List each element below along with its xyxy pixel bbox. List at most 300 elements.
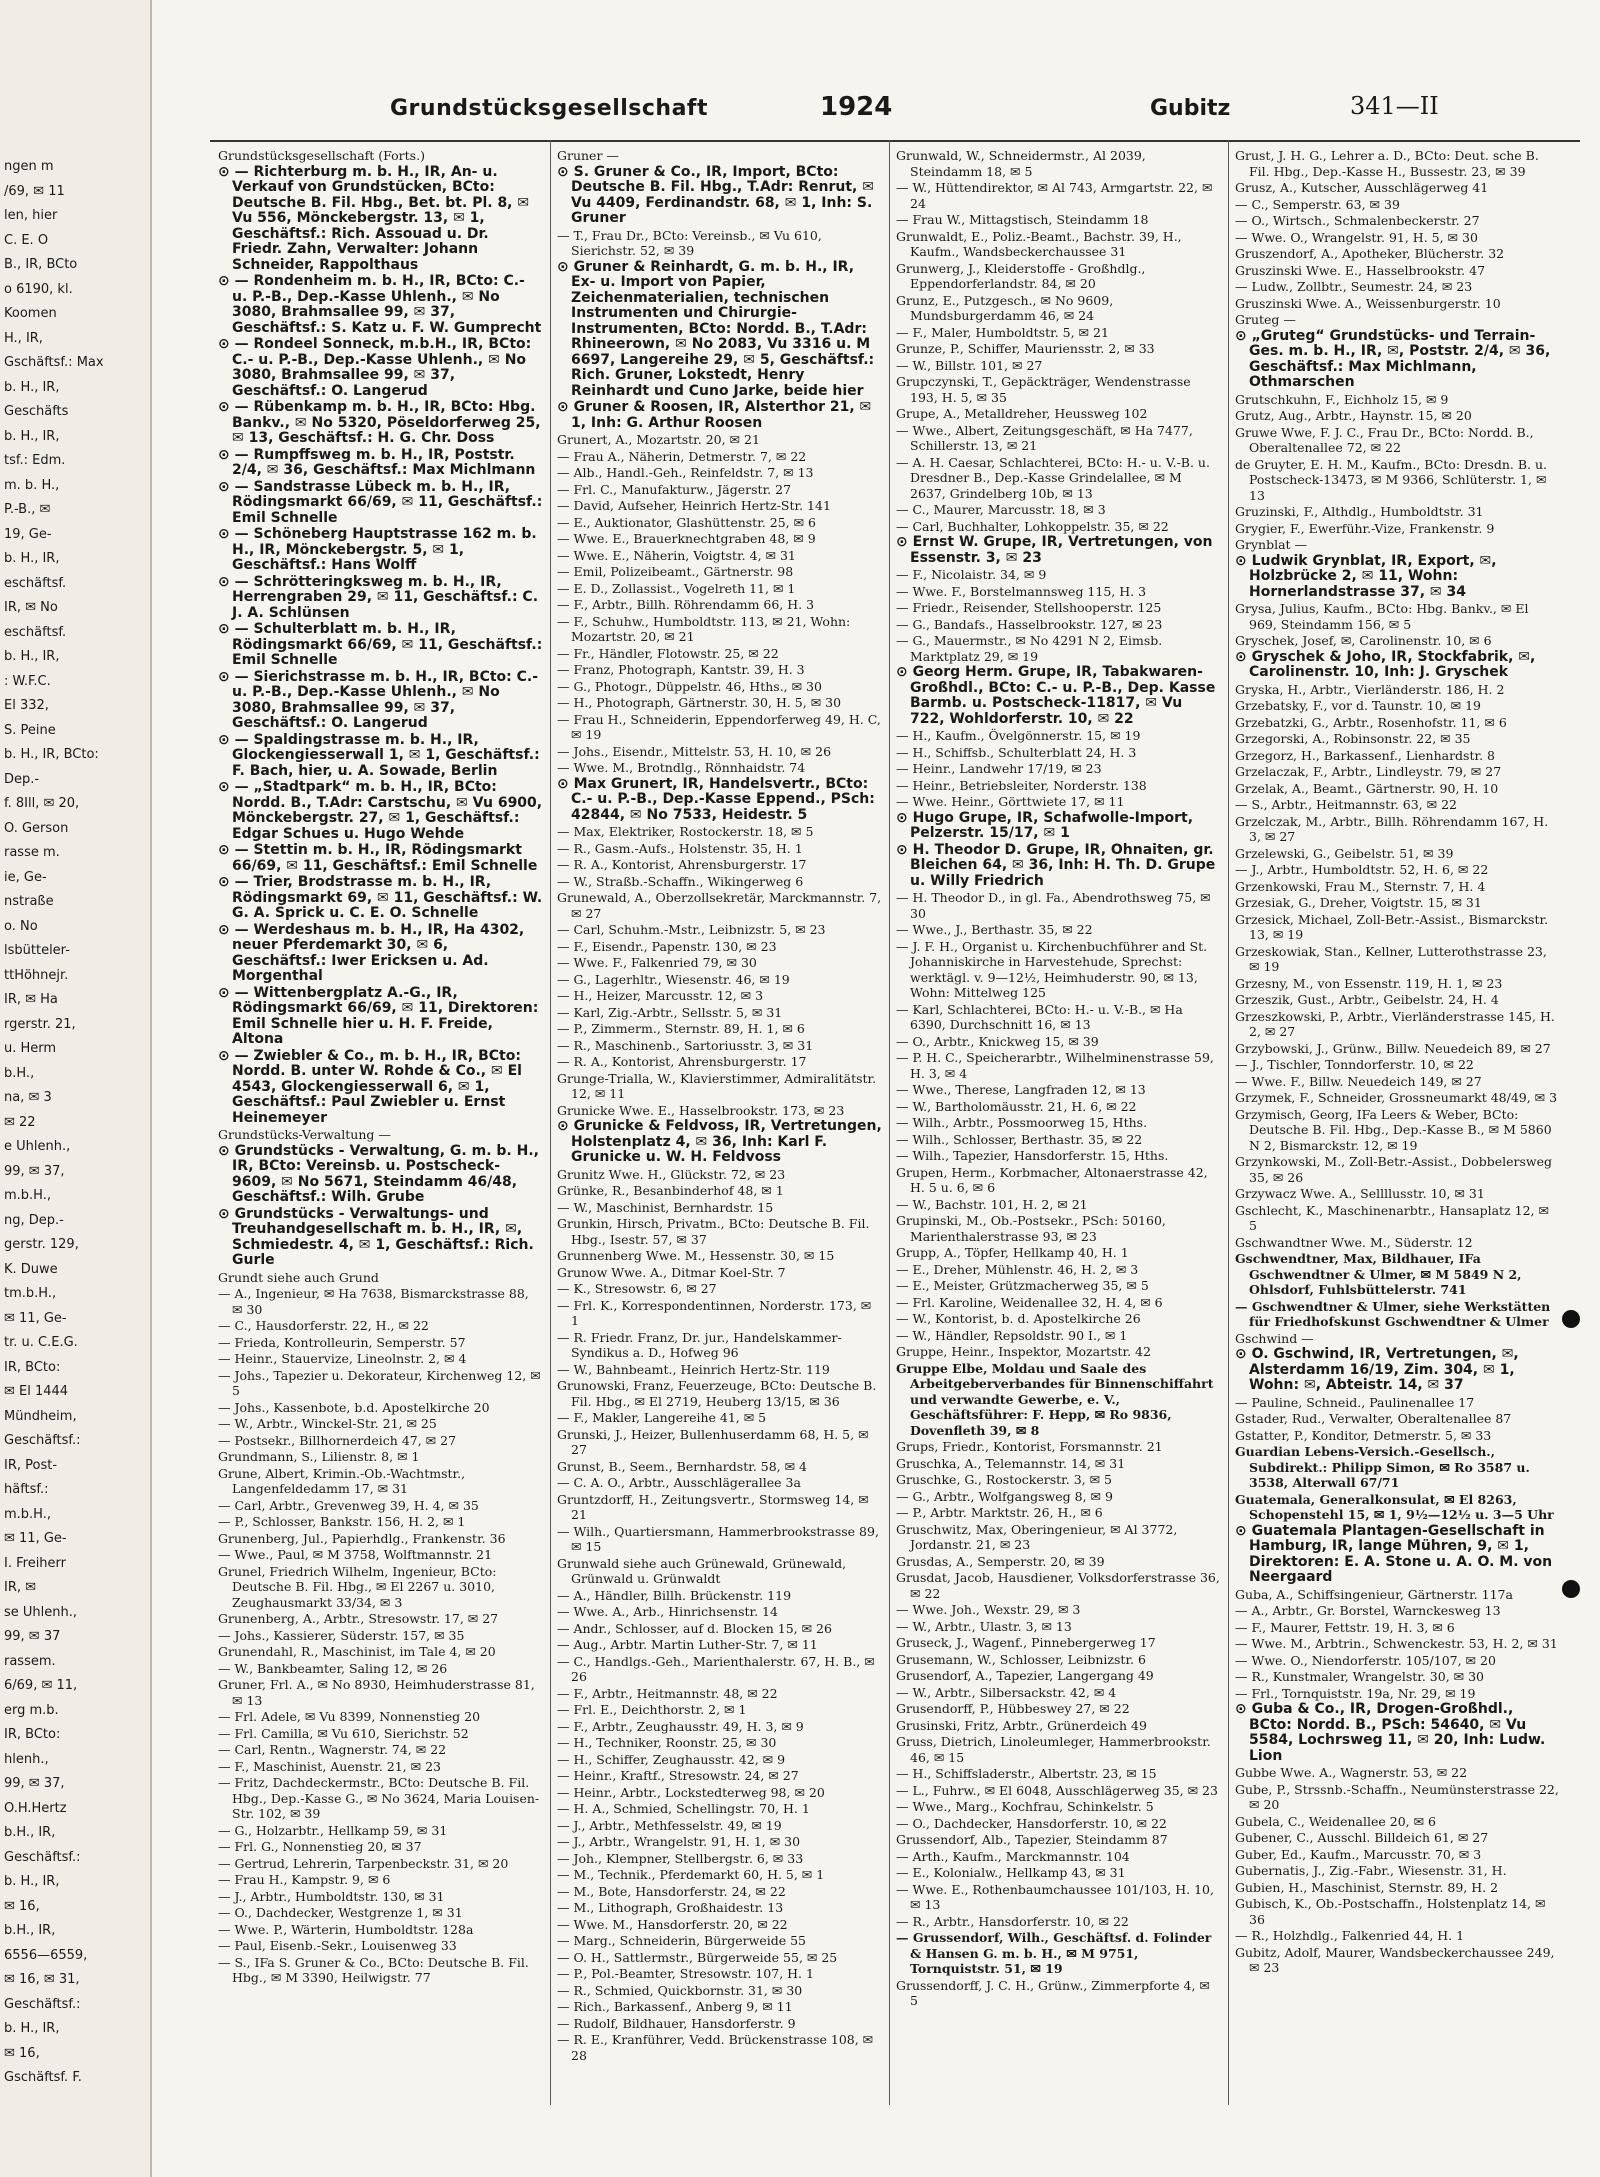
directory-entry: — Wwe., Therese, Langfraden 12, ✉ 13 xyxy=(896,1082,1146,1097)
directory-entry: Grysa, Julius, Kaufm., BCto: Hbg. Bankv., ✉ El 969, Steindamm 156, ✉ 5 xyxy=(1235,601,1529,632)
directory-entry: — C., Semperstr. 63, ✉ 39 xyxy=(1235,196,1400,212)
directory-entry: Grussendorff, J. C. H., Grünw., Zimmerpforte 4, ✉ 5 xyxy=(896,1977,1210,2008)
directory-entry: — Wwe., Paul, ✉ M 3758, Wolftmannstr. 21 xyxy=(218,1547,493,1562)
gutter-fragment: m.b.H., xyxy=(4,1188,51,1203)
directory-entry: — O. H., Sattlermstr., Bürgerweide 55, ✉ 25 xyxy=(557,1949,838,1965)
gutter-fragment: rasse m. xyxy=(4,845,60,860)
directory-entry: Grzymisch, Georg, IFa Leers & Weber, BCto: Deutsche B. Fil. Hbg., Dep.-Kasse B., ✉ M 5860 N 2, Bismarckstr. 12, ✉ 19 xyxy=(1235,1106,1552,1153)
gutter-fragment: ngen m xyxy=(4,159,54,174)
directory-entry: Gschwandtner Wwe. M., Süderstr. 12 xyxy=(1235,1234,1473,1250)
column-2 xyxy=(557,148,882,2108)
gutter-fragment: tsf.: Edm. xyxy=(4,453,66,468)
directory-entry: — E., Meister, Grützmacherweg 35, ✉ 5 xyxy=(896,1278,1149,1293)
directory-entry: — Heinr., Kraftf., Stresowstr. 24, ✉ 27 xyxy=(557,1768,799,1783)
directory-entry: Grunge-Trialla, W., Klavierstimmer, Admiralitätstr. 12, ✉ 11 xyxy=(557,1070,877,1101)
directory-entry: Grzenkowski, Frau M., Sternstr. 7, H. 4 xyxy=(1235,878,1486,894)
directory-entry: — O., Arbtr., Knickweg 15, ✉ 39 xyxy=(896,1033,1099,1049)
directory-entry: — Wwe. Heinr., Görttwiete 17, ✉ 11 xyxy=(896,794,1125,809)
column-3 xyxy=(896,148,1221,2108)
gutter-fragment: IR, ✉ No xyxy=(4,600,58,615)
directory-entry: ⊙ Hugo Grupe, IR, Schafwolle-Import, Pelzerstr. 15/17, ✉ 1 xyxy=(896,809,1194,841)
directory-entry: ⊙ — Rumpffsweg m. b. H., IR, Poststr. 2/4, ✉ 36, Geschäftsf.: Max Michlmann xyxy=(218,446,536,478)
gutter-fragment: Geschäfts xyxy=(4,404,69,419)
gutter-fragment: b. H., IR, xyxy=(4,649,60,664)
directory-entry: — W., Bankbeamter, Saling 12, ✉ 26 xyxy=(218,1660,448,1676)
directory-entry: — W., Bartholomäusstr. 21, H. 6, ✉ 22 xyxy=(896,1098,1137,1114)
directory-entry: Gruschwitz, Max, Oberingenieur, ✉ Al 3772, Jordanstr. 21, ✉ 23 xyxy=(896,1521,1178,1552)
directory-entry: — P., Pol.-Beamter, Stresowstr. 107, H. 1 xyxy=(557,1966,814,1981)
directory-entry: — F., Eisendr., Papenstr. 130, ✉ 23 xyxy=(557,938,777,954)
directory-entry: — Frl. Camilla, ✉ Vu 610, Sierichstr. 52 xyxy=(218,1725,469,1741)
directory-entry: — H. Theodor D., in gl. Fa., Abendrothsweg 75, ✉ 30 xyxy=(896,890,1211,921)
directory-entry: — Frau W., Mittagstisch, Steindamm 18 xyxy=(896,212,1149,227)
gutter-fragment: H., IR, xyxy=(4,330,43,346)
directory-entry: Grzelczak, M., Arbtr., Billh. Röhrendamm 167, H. 3, ✉ 27 xyxy=(1235,813,1549,844)
directory-entry: Grunz, E., Putzgesch., ✉ No 9609, Mundsburgerdamm 46, ✉ 24 xyxy=(896,292,1114,323)
directory-entry: — K., Stresowstr. 6, ✉ 27 xyxy=(557,1281,717,1296)
directory-entry: Grzesick, Michael, Zoll-Betr.-Assist., Bismarckstr. 13, ✉ 19 xyxy=(1235,911,1549,942)
gutter-fragment: 6556—6559, xyxy=(4,1947,88,1963)
directory-entry: ⊙ — Werdeshaus m. b. H., IR, Ha 4302, neuer Pferdemarkt 30, ✉ 6, Geschäftsf.: Iwer Ericksen u. Ad. Morgenthal xyxy=(218,921,525,984)
column-divider xyxy=(889,140,890,2105)
directory-entry: — Johs., Kassenbote, b.d. Apostelkirche 20 xyxy=(218,1399,490,1415)
directory-entry: — W., Bahnbeamt., Heinrich Hertz-Str. 119 xyxy=(557,1361,830,1377)
gutter-fragment: na, ✉ 3 xyxy=(4,1090,52,1105)
directory-entry: Gubela, C., Weidenallee 20, ✉ 6 xyxy=(1235,1813,1437,1829)
directory-entry: — Rich., Barkassenf., Anberg 9, ✉ 11 xyxy=(557,1999,793,2014)
directory-entry: — Emil, Polizeibeamt., Gärtnerstr. 98 xyxy=(557,564,794,579)
gutter-fragment: O. Gerson xyxy=(4,820,69,836)
directory-entry: — Andr., Schlosser, auf d. Blocken 15, ✉ 26 xyxy=(557,1620,832,1636)
directory-entry: Grzegorski, A., Robinsonstr. 22, ✉ 35 xyxy=(1235,731,1471,746)
gutter-fragment: ✉ 11, Ge- xyxy=(4,1310,67,1326)
gutter-fragment: lsbütteler- xyxy=(4,943,70,958)
directory-entry: — Heinr., Arbtr., Lockstedterweg 98, ✉ 20 xyxy=(557,1784,825,1800)
directory-entry: — H., Kaufm., Övelgönnerstr. 15, ✉ 19 xyxy=(896,728,1141,743)
directory-entry: — R., Holzhdlg., Falkenried 44, H. 1 xyxy=(1235,1928,1465,1943)
directory-entry: ⊙ Gryschek & Joho, IR, Stockfabrik, ✉, Carolinenstr. 10, Inh: J. Gryschek xyxy=(1235,648,1536,680)
directory-entry: — W., Maschinist, Bernhardstr. 15 xyxy=(557,1199,774,1215)
gutter-fragment: m.b.H., xyxy=(4,1506,51,1522)
gutter-fragment: b. H., IR, xyxy=(4,1874,60,1889)
gutter-fragment: ng, Dep.- xyxy=(4,1212,64,1228)
gutter-fragment: erg m.b. xyxy=(4,1702,59,1718)
gutter-fragment: El 332, xyxy=(4,698,49,713)
gutter-fragment: b. H., IR, xyxy=(4,379,60,395)
directory-entry: Guatemala, Generalkonsulat, ✉ El 8263, Schopenstehl 15, ✉ 1, 9½—12½ u. 3—5 Uhr xyxy=(1235,1491,1554,1522)
gutter-fragment: b. H., IR, xyxy=(4,2021,60,2036)
directory-entry: — R. E., Kranführer, Vedd. Brückenstrasse 108, ✉ 28 xyxy=(557,2032,874,2063)
directory-entry: — A., Arbtr., Gr. Borstel, Warnckesweg 13 xyxy=(1235,1603,1501,1618)
directory-entry: — G., Photogr., Düppelstr. 46, Hths., ✉ 30 xyxy=(557,678,822,694)
directory-entry: Grzeszkowski, P., Arbtr., Vierländerstrasse 145, H. 2, ✉ 27 xyxy=(1235,1008,1555,1039)
column-divider xyxy=(1228,140,1229,2105)
column-divider xyxy=(550,140,551,2105)
directory-entry: Grupe, A., Metalldreher, Heussweg 102 xyxy=(896,406,1148,421)
gutter-fragment: Geschäftsf.: xyxy=(4,1433,81,1448)
directory-entry: — A., Ingenieur, ✉ Ha 7638, Bismarckstrasse 88, ✉ 30 xyxy=(218,1286,529,1317)
directory-entry: Gruschke, G., Rostockerstr. 3, ✉ 5 xyxy=(896,1472,1112,1487)
gutter-fragment: ✉ El 1444 xyxy=(4,1384,69,1399)
directory-entry: — E., Dreher, Mühlenstr. 46, H. 2, ✉ 3 xyxy=(896,1261,1139,1277)
directory-entry: Gruteg — xyxy=(1235,312,1296,327)
directory-entry: — Wwe. E., Brauerknechtgraben 48, ✉ 9 xyxy=(557,531,816,546)
directory-entry: — A. H. Caesar, Schlachterei, BCto: H.- u. V.-B. u. Dresdner B., Dep.-Kasse Grindelallee, ✉ M 2637, Grindelberg 10b, ✉ 13 xyxy=(896,454,1210,501)
directory-entry: — Fr., Händler, Flotowstr. 25, ✉ 22 xyxy=(557,645,779,661)
directory-entry: — F., Nicolaistr. 34, ✉ 9 xyxy=(896,567,1047,582)
directory-entry: — C., Hausdorferstr. 22, H., ✉ 22 xyxy=(218,1318,429,1333)
directory-entry: — Wwe. Joh., Wexstr. 29, ✉ 3 xyxy=(896,1602,1081,1617)
directory-entry: — W., Arbtr., Winckel-Str. 21, ✉ 25 xyxy=(218,1416,437,1431)
directory-entry: ⊙ O. Gschwind, IR, Vertretungen, ✉, Alsterdamm 16/19, Zim. 304, ✉ 1, Wohn: ✉, Abteistr. 14, ✉ 37 xyxy=(1235,1346,1519,1393)
directory-entry: — H., Heizer, Marcusstr. 12, ✉ 3 xyxy=(557,988,764,1003)
directory-entry: — Grussendorf, Wilh., Geschäftsf. d. Folinder & Hansen G. m. b. H., ✉ M 9751, Tornquiststr. 51, ✉ 19 xyxy=(896,1930,1212,1976)
directory-entry: de Gruyter, E. H. M., Kaufm., BCto: Dresdn. B. u. Postscheck-13473, ✉ M 9366, Schlüterstr. 1, ✉ 13 xyxy=(1235,456,1547,503)
directory-entry: Gube, P., Strssnb.-Schaffn., Neumünsterstrasse 22, ✉ 20 xyxy=(1235,1781,1559,1812)
directory-entry: Gruzinski, F., Althdlg., Humboldtstr. 31 xyxy=(1235,504,1484,519)
directory-entry: — Wwe. M., Arbtrin., Schwenckestr. 53, H. 2, ✉ 31 xyxy=(1235,1636,1558,1651)
directory-entry: — Joh., Klempner, Stellbergstr. 6, ✉ 33 xyxy=(557,1850,804,1866)
directory-entry: — Frl. E., Deichthorstr. 2, ✉ 1 xyxy=(557,1702,747,1717)
directory-entry: — S., Arbtr., Heitmannstr. 63, ✉ 22 xyxy=(1235,797,1457,812)
gutter-fragment: /69, ✉ 11 xyxy=(4,183,65,199)
directory-entry: — A., Händler, Billh. Brückenstr. 119 xyxy=(557,1587,792,1603)
directory-entry: Gubener, C., Ausschl. Billdeich 61, ✉ 27 xyxy=(1235,1830,1489,1845)
directory-entry: — H., Photograph, Gärtnerstr. 30, H. 5, ✉ 30 xyxy=(557,695,842,710)
directory-entry: Grupen, Herm., Korbmacher, Altonaerstrasse 42, H. 5 u. 6, ✉ 6 xyxy=(896,1164,1208,1195)
directory-entry: — H., Schiffsladerstr., Albertstr. 23, ✉ 15 xyxy=(896,1766,1157,1781)
gutter-fragment: häftsf.: xyxy=(4,1482,49,1497)
directory-entry: Gryska, H., Arbtr., Vierländerstr. 186, H. 2 xyxy=(1235,681,1505,697)
directory-entry: Grundstücks-Verwaltung — xyxy=(218,1127,391,1142)
directory-entry: Gruszinski Wwe. E., Hasselbrookstr. 47 xyxy=(1235,262,1486,278)
directory-entry: — T., Frau Dr., BCto: Vereinsb., ✉ Vu 610, Sierichstr. 52, ✉ 39 xyxy=(557,227,822,258)
gutter-fragment: ttHöhnejr. xyxy=(4,967,69,983)
gutter-fragment: rassem. xyxy=(4,1653,56,1669)
directory-entry: ⊙ — Spaldingstrasse m. b. H., IR, Glockengiesserwall 1, ✉ 1, Geschäftsf.: F. Bach, hier, u. A. Sowade, Berlin xyxy=(218,731,540,779)
gutter-fragment: ✉ 16, ✉ 31, xyxy=(4,1972,80,1987)
directory-entry: — Wwe. P., Wärterin, Humboldtstr. 128a xyxy=(218,1921,474,1937)
directory-entry: — Heinr., Landwehr 17/19, ✉ 23 xyxy=(896,761,1102,776)
directory-entry: Grynblat — xyxy=(1235,537,1308,552)
directory-entry: ⊙ — Schöneberg Hauptstrasse 162 m. b. H., IR, Mönckebergstr. 5, ✉ 1, Geschäftsf.: Hans Wolff xyxy=(218,526,537,573)
directory-entry: — C., Maurer, Marcusstr. 18, ✉ 3 xyxy=(896,502,1106,517)
directory-entry: — Carl, Buchhalter, Lohkoppelstr. 35, ✉ 22 xyxy=(896,518,1169,534)
directory-entry: — C. A. O., Arbtr., Ausschlägerallee 3a xyxy=(557,1475,801,1490)
directory-entry: — Carl, Rentn., Wagnerstr. 74, ✉ 22 xyxy=(218,1742,447,1757)
directory-entry: — Wwe., Albert, Zeitungsgeschäft, ✉ Ha 7477, Schillerstr. 13, ✉ 21 xyxy=(896,422,1193,453)
gutter-fragment: o 6190, kl. xyxy=(4,281,73,297)
gutter-fragment: b.H., IR, xyxy=(4,1825,56,1840)
directory-entry: Grusinski, Fritz, Arbtr., Grünerdeich 49 xyxy=(896,1717,1147,1733)
directory-entry: — R., Gasm.-Aufs., Holstenstr. 35, H. 1 xyxy=(557,840,803,856)
gutter-fragment: eschäftsf. xyxy=(4,624,67,640)
directory-entry: Grunwald, W., Schneidermstr., Al 2039, Steindamm 18, ✉ 5 xyxy=(896,148,1146,179)
directory-entry: Grusendorf, A., Tapezier, Langergang 49 xyxy=(896,1668,1154,1683)
directory-entry: Grzybowski, J., Grünw., Billw. Neuedeich 89, ✉ 27 xyxy=(1235,1040,1551,1056)
directory-entry: ⊙ Grundstücks - Verwaltung, G. m. b. H., IR, BCto: Vereinsb. u. Postscheck-9609, ✉ No 5671, Steindamm 46/48, Geschäftsf.: Wilh. Grube xyxy=(218,1142,539,1205)
directory-entry: — L., Fuhrw., ✉ El 6048, Ausschlägerweg 35, ✉ 23 xyxy=(896,1782,1218,1798)
directory-entry: Grzynkowski, M., Zoll-Betr.-Assist., Dobbelersweg 35, ✉ 26 xyxy=(1235,1154,1552,1185)
directory-entry: — Ludw., Zollbtr., Seumestr. 24, ✉ 23 xyxy=(1235,279,1473,294)
directory-entry: — Pauline, Schneid., Paulinenallee 17 xyxy=(1235,1394,1475,1410)
directory-entry: Grunze, P., Schiffer, Mauriensstr. 2, ✉ 33 xyxy=(896,341,1155,356)
directory-entry: Grust, J. H. G., Lehrer a. D., BCto: Deut. sche B. Fil. Hbg., Dep.-Kasse H., Bussestr. 23, ✉ 39 xyxy=(1235,148,1539,179)
gutter-fragment: Gschäftsf. F. xyxy=(4,2070,82,2085)
directory-entry: — Frau H., Schneiderin, Eppendorferweg 49, H. C, ✉ 19 xyxy=(557,711,881,742)
directory-entry: Gubbe Wwe. A., Wagnerstr. 53, ✉ 22 xyxy=(1235,1765,1468,1780)
directory-entry: Grupczynski, T., Gepäckträger, Wendenstrasse 193, H. 5, ✉ 35 xyxy=(896,374,1191,405)
directory-entry: — Gertrud, Lehrerin, Tarpenbeckstr. 31, ✉ 20 xyxy=(218,1855,509,1871)
page-header xyxy=(210,92,1580,132)
gutter-fragment: f. 8Ill, ✉ 20, xyxy=(4,796,80,811)
directory-entry: — F., Arbtr., Billh. Röhrendamm 66, H. 3 xyxy=(557,597,815,612)
directory-entry: — Postsekr., Billhornerdeich 47, ✉ 27 xyxy=(218,1432,457,1448)
directory-entry: Gruppe Elbe, Moldau und Saale des Arbeitgeberverbandes für Binnenschiffahrt und verwandte Gewerbe, e. V., Geschäftsführer: F. Hepp, ✉ Ro 9836, Dovenfleth 39, ✉ 8 xyxy=(896,1360,1214,1438)
directory-entry: Gryschek, Josef, ✉, Carolinenstr. 10, ✉ 6 xyxy=(1235,633,1492,648)
directory-entry: — W., Billstr. 101, ✉ 27 xyxy=(896,357,1043,373)
directory-entry: — Frl. Adele, ✉ Vu 8399, Nonnenstieg 20 xyxy=(218,1709,481,1724)
directory-entry: Gruppe, Heinr., Inspektor, Mozartstr. 42 xyxy=(896,1344,1151,1359)
directory-entry: Grupp, A., Töpfer, Hellkamp 40, H. 1 xyxy=(896,1245,1129,1260)
directory-entry: — Frau A., Näherin, Detmerstr. 7, ✉ 22 xyxy=(557,448,807,464)
directory-entry: Grzymek, F., Schneider, Grossneumarkt 48/49, ✉ 3 xyxy=(1235,1090,1558,1105)
directory-entry: ⊙ Grundstücks - Verwaltungs- und Treuhandgesellschaft m. b. H., IR, ✉, Schmiedestr. 4, ✉ 1, Geschäftsf.: Rich. Gurle xyxy=(218,1205,534,1268)
directory-entry: — Wilh., Arbtr., Possmoorweg 15, Hths. xyxy=(896,1115,1148,1130)
directory-entry: — Karl, Zig.-Arbtr., Sellsstr. 5, ✉ 31 xyxy=(557,1004,783,1020)
directory-entry: ⊙ Guatemala Plantagen-Gesellschaft in Hamburg, IR, lange Mühren, 9, ✉ 1, Direktoren: E. A. Stone u. A. O. M. von Neergaard xyxy=(1235,1522,1553,1585)
directory-entry: Grusendorff, P., Hübbeswey 27, ✉ 22 xyxy=(896,1701,1130,1716)
gutter-fragment: 99, ✉ 37, xyxy=(4,1163,65,1179)
directory-entry: — Frl. K., Korrespondentinnen, Norderstr. 173, ✉ 1 xyxy=(557,1297,872,1328)
gutter-fragment: tr. u. C.E.G. xyxy=(4,1335,78,1350)
directory-entry: — W., Kontorist, b. d. Apostelkirche 26 xyxy=(896,1311,1141,1326)
directory-entry: ⊙ „Gruteg“ Grundstücks- und Terrain-Ges. m. b. H., IR, ✉, Poststr. 2/4, ✉ 36, Geschäftsf.: Max Michlmann, Othmarschen xyxy=(1235,327,1551,390)
directory-entry: ⊙ Gruner & Roosen, IR, Alsterthor 21, ✉ 1, Inh: G. Arthur Roosen xyxy=(557,399,872,431)
directory-entry: — G., Arbtr., Wolfgangsweg 8, ✉ 9 xyxy=(896,1488,1113,1504)
gutter-fragment: O.H.Hertz xyxy=(4,1800,67,1816)
directory-entry: — Wwe. E., Rothenbaumchaussee 101/103, H. 10, ✉ 13 xyxy=(896,1881,1214,1912)
gutter-fragment: K. Duwe xyxy=(4,1261,58,1277)
directory-entry: Grzebatzki, G., Arbtr., Rosenhofstr. 11, ✉ 6 xyxy=(1235,714,1507,730)
directory-entry: — Wwe. M., Brotndlg., Rönnhaidstr. 74 xyxy=(557,760,806,775)
directory-entry: ⊙ Guba & Co., IR, Drogen-Großhdl., BCto: Nordd. B., PSch: 54640, ✉ Vu 5584, Lochrsweg 11, ✉ 20, Inh: Ludw. Lion xyxy=(1235,1701,1546,1764)
directory-entry: — F., Maurer, Fettstr. 19, H. 3, ✉ 6 xyxy=(1235,1619,1455,1635)
gutter-fragment: Gschäftsf.: Max xyxy=(4,355,104,370)
directory-entry: — W., Arbtr., Ulastr. 3, ✉ 13 xyxy=(896,1618,1072,1634)
directory-entry: Grzegorz, H., Barkassenf., Lienhardstr. 8 xyxy=(1235,747,1495,763)
directory-entry: — H., Schiffsb., Schulterblatt 24, H. 3 xyxy=(896,744,1137,760)
directory-entry: Grusz, A., Kutscher, Ausschlägerweg 41 xyxy=(1235,180,1489,195)
directory-entry: — E., Auktionator, Glashüttenstr. 25, ✉ 6 xyxy=(557,514,817,530)
gutter-fragment: IR, BCto: xyxy=(4,1359,61,1375)
punch-hole-mark xyxy=(1562,1580,1580,1598)
directory-entry: — Heinr., Stauervize, Lineolnstr. 2, ✉ 4 xyxy=(218,1351,467,1366)
directory-entry: Grunwerg, J., Kleiderstoffe - Großhdlg., Eppendorferlandstr. 84, ✉ 20 xyxy=(896,260,1146,291)
directory-entry: — E., Kolonialw., Hellkamp 43, ✉ 31 xyxy=(896,1865,1126,1880)
gutter-fragment: eschäftsf. xyxy=(4,575,67,591)
directory-entry: — R., Schmied, Quickbornstr. 31, ✉ 30 xyxy=(557,1982,803,1998)
directory-entry: Grussendorf, Alb., Tapezier, Steindamm 87 xyxy=(896,1832,1168,1847)
directory-entry: Gschwendtner, Max, Bildhauer, IFa Gschwendtner & Ulmer, ✉ M 5849 N 2, Ohlsdorf, Fuhlsbüttelerstr. 741 xyxy=(1235,1251,1522,1297)
directory-entry: Gruseck, J., Wagenf., Pinnebergerweg 17 xyxy=(896,1635,1156,1650)
directory-entry: Gruwe Wwe, F. J. C., Frau Dr., BCto: Nordd. B., Oberaltenallee 72, ✉ 22 xyxy=(1235,424,1534,455)
directory-entry: Grunewald, A., Oberzollsekretär, Marckmannstr. 7, ✉ 27 xyxy=(557,890,882,921)
directory-entry: — Karl, Schlachterei, BCto: H.- u. V.-B., ✉ Ha 6390, Durchschnitt 16, ✉ 13 xyxy=(896,1001,1183,1032)
gutter-fragment: Koomen xyxy=(4,306,57,321)
directory-entry: ⊙ — Stettin m. b. H., IR, Rödingsmarkt 66/69, ✉ 11, Geschäftsf.: Emil Schnelle xyxy=(218,842,538,874)
directory-entry: — H., Schiffer, Zeughausstr. 42, ✉ 9 xyxy=(557,1751,786,1767)
gutter-fragment: IR, Post- xyxy=(4,1457,58,1473)
directory-entry: Grups, Friedr., Kontorist, Forsmannstr. 21 xyxy=(896,1439,1163,1454)
directory-entry: Grunst, B., Seem., Bernhardstr. 58, ✉ 4 xyxy=(557,1458,808,1474)
directory-entry: — P., Zimmerm., Sternstr. 89, H. 1, ✉ 6 xyxy=(557,1021,805,1036)
gutter-fragment: C. E. O xyxy=(4,232,49,248)
directory-entry: ⊙ — Rübenkamp m. b. H., IR, BCto: Hbg. Bankv., ✉ No 5320, Pöseldorferweg 25, ✉ 13, Geschäftsf.: H. G. Chr. Doss xyxy=(218,399,541,446)
directory-entry: Grunkin, Hirsch, Privatm., BCto: Deutsche B. Fil. Hbg., Isestr. 57, ✉ 37 xyxy=(557,1216,870,1247)
directory-entry: Grzelak, A., Beamt., Gärtnerstr. 90, H. 10 xyxy=(1235,780,1499,796)
directory-entry: — J. F. H., Organist u. Kirchenbuchführer and St. Johanniskirche in Harvestehude, Sprechst: werktägl. v. 9—12½, Heimhuderstr. 90, ✉ 13, Wohn: Mittelweg 125 xyxy=(896,938,1208,1000)
directory-entry: Grzeszik, Gust., Arbtr., Geibelstr. 24, H. 4 xyxy=(1235,992,1499,1007)
directory-entry: — Alb., Handl.-Geh., Reinfeldstr. 7, ✉ 13 xyxy=(557,465,814,480)
directory-entry: — R. A., Kontorist, Ahrensburgerstr. 17 xyxy=(557,857,807,872)
directory-entry: — G., Holzarbtr., Hellkamp 59, ✉ 31 xyxy=(218,1822,448,1838)
directory-entry: — Fritz, Dachdeckermstr., BCto: Deutsche B. Fil. Hbg., Dep.-Kasse G., ✉ No 3624, Maria Louisen-Str. 102, ✉ 39 xyxy=(218,1775,540,1821)
directory-entry: ⊙ H. Theodor D. Grupe, IR, Ohnaiten, gr. Bleichen 64, ✉ 36, Inh: H. Th. D. Grupe u. Willy Friedrich xyxy=(896,841,1216,889)
directory-entry: ⊙ — Rondeel Sonneck, m.b.H., IR, BCto: C.- u. P.-B., Dep.-Kasse Uhlenh., ✉ No 3080, Brahmsallee 99, ✉ 37, Geschäftsf.: O. Langerud xyxy=(218,336,532,399)
gutter-fragment: IR, ✉ xyxy=(4,1580,37,1595)
directory-entry: Gruner, Frl. A., ✉ No 8930, Heimhuderstrasse 81, ✉ 13 xyxy=(218,1677,535,1708)
directory-entry: ⊙ Ludwik Grynblat, IR, Export, ✉, Holzbrücke 2, ✉ 11, Wohn: Hornerlandstrasse 37, ✉ 34 xyxy=(1235,552,1497,600)
directory-entry: Grunicke Wwe. E., Hasselbrookstr. 173, ✉ 23 xyxy=(557,1102,845,1118)
directory-entry: — Wwe. M., Hansdorferstr. 20, ✉ 22 xyxy=(557,1916,788,1932)
header-year: 1924 xyxy=(820,92,893,122)
directory-entry: — Franz, Photograph, Kantstr. 39, H. 3 xyxy=(557,662,805,677)
directory-entry: Grunwaldt, E., Poliz.-Beamt., Bachstr. 39, H., Kaufm., Wandsbeckerchaussee 31 xyxy=(896,228,1182,259)
column-4 xyxy=(1235,148,1560,2108)
gutter-fragment: 6/69, ✉ 11, xyxy=(4,1678,78,1693)
gutter-fragment: b.H., IR, xyxy=(4,1923,56,1938)
gutter-fragment: b.H., xyxy=(4,1065,35,1081)
directory-entry: ⊙ — Richterburg m. b. H., IR, An- u. Verkauf von Grundstücken, BCto: Deutsche B. Fil. Hbg., Bet. bt. Pl. 8, ✉ Vu 556, Mönckebergstr. 13, ✉ 1, Geschäftsf.: Rich. Assouad u. Dr. Friedr. Zahn, Verwalter: Johann Schneider, Rappolthaus xyxy=(218,163,530,273)
directory-entry: — P., Schlosser, Bankstr. 156, H. 2, ✉ 1 xyxy=(218,1514,466,1529)
gutter-fragment: Dep.- xyxy=(4,771,40,787)
directory-entry: — Carl, Schuhm.-Mstr., Leibnizstr. 5, ✉ 23 xyxy=(557,922,826,937)
directory-entry: — Wwe., Marg., Kochfrau, Schinkelstr. 5 xyxy=(896,1799,1154,1814)
directory-entry: ⊙ — Wittenbergplatz A.-G., IR, Rödingsmarkt 66/69, ✉ 11, Direktoren: Emil Schnelle hier u. H. F. Freide, Altona xyxy=(218,984,539,1047)
directory-entry: Gruner — xyxy=(557,148,619,163)
gutter-fragment: IR, BCto: xyxy=(4,1727,61,1742)
directory-entry: ⊙ — Trier, Brodstrasse m. b. H., IR, Rödingsmarkt 69, ✉ 11, Geschäftsf.: W. G. A. Sprick u. C. E. O. Schnelle xyxy=(218,874,543,921)
gutter-fragment: m. b. H., xyxy=(4,477,60,493)
directory-entry: ⊙ — Sandstrasse Lübeck m. b. H., IR, Rödingsmarkt 66/69, ✉ 11, Geschäftsf.: Emil Schnelle xyxy=(218,478,543,526)
directory-entry: — Paul, Eisenb.-Sekr., Louisenweg 33 xyxy=(218,1938,457,1953)
directory-entry: — O., Wirtsch., Schmalenbeckerstr. 27 xyxy=(1235,213,1480,228)
directory-entry: — Frl., Tornquiststr. 19a, Nr. 29, ✉ 19 xyxy=(1235,1685,1476,1701)
directory-entry: Grunwald siehe auch Grünewald, Grünewald, Grünwald u. Grünwaldt xyxy=(557,1555,847,1586)
directory-entry: ⊙ Georg Herm. Grupe, IR, Tabakwaren-Großhdl., BCto: C.- u. P.-B., Dep. Kasse Barmb. u. Postscheck-11817, ✉ Vu 722, Wohldorferstr. 10, ✉ 22 xyxy=(896,664,1216,727)
directory-entry: Gschlecht, K., Maschinenarbtr., Hansaplatz 12, ✉ 5 xyxy=(1235,1202,1549,1233)
directory-entry: ⊙ — Rondenheim m. b. H., IR, BCto: C.- u. P.-B., Dep.-Kasse Uhlenh., ✉ No 3080, Brahmsallee 99, ✉ 37, Geschäftsf.: S. Katz u. F. W. Gumprecht xyxy=(218,273,542,336)
directory-entry: — Wilh., Quartiersmann, Hammerbrookstrasse 89, ✉ 15 xyxy=(557,1523,879,1554)
directory-entry: Grunenberg, Jul., Papierhdlg., Frankenstr. 36 xyxy=(218,1530,506,1546)
directory-entry: — W., Arbtr., Silbersackstr. 42, ✉ 4 xyxy=(896,1684,1117,1700)
directory-entry: ⊙ Gruner & Reinhardt, G. m. b. H., IR, Ex- u. Import von Papier, Zeichenmaterialien, technischen Instrumenten und Chirurgie-Instrumenten, BCto: Nordd. B., T.Adr: Rhineerown, ✉ No 2083, Vu 3316 u. M 6697, Langereihe 29, ✉ 5, Geschäftsf.: Rich. Gruner, Lokstedt, Henry Reinhardt und Cuno Jarke, beide hier xyxy=(557,258,875,399)
directory-entry: — W., Hüttendirektor, ✉ Al 743, Armgartstr. 22, ✉ 24 xyxy=(896,180,1213,211)
directory-entry: — G., Bandafs., Hasselbrookstr. 127, ✉ 23 xyxy=(896,616,1163,632)
directory-entry: Grusemann, W., Schlosser, Leibnizstr. 6 xyxy=(896,1651,1146,1667)
directory-entry: — M., Lithograph, Großhaidestr. 13 xyxy=(557,1900,784,1915)
directory-entry: — Friedr., Reisender, Stellshooperstr. 125 xyxy=(896,600,1162,615)
directory-entry: — Wwe. F., Billw. Neuedeich 149, ✉ 27 xyxy=(1235,1073,1482,1089)
directory-entry: — David, Aufseher, Heinrich Hertz-Str. 141 xyxy=(557,498,831,513)
directory-entry: Grunitz Wwe. H., Glückstr. 72, ✉ 23 xyxy=(557,1166,786,1182)
directory-entry: Gruszendorf, A., Apotheker, Blücherstr. 32 xyxy=(1235,246,1505,261)
gutter-fragment: ie, Ge- xyxy=(4,869,47,885)
directory-entry: — Wwe. E., Näherin, Voigtstr. 4, ✉ 31 xyxy=(557,547,796,563)
directory-entry: — J., Arbtr., Humboldtstr. 130, ✉ 31 xyxy=(218,1888,445,1904)
directory-entry: Grune, Albert, Krimin.-Ob.-Wachtmstr., Langenfeldedamm 17, ✉ 31 xyxy=(218,1465,466,1496)
directory-entry: — Arth., Kaufm., Marckmannstr. 104 xyxy=(896,1848,1130,1864)
gutter-fragment: ✉ 16, xyxy=(4,1898,40,1914)
directory-entry: — J., Arbtr., Methfesselstr. 49, ✉ 19 xyxy=(557,1817,782,1833)
directory-entry: — Johs., Tapezier u. Dekorateur, Kirchenweg 12, ✉ 5 xyxy=(218,1367,541,1398)
page-number: 341—II xyxy=(1350,92,1439,120)
directory-entry: — W., Bachstr. 101, H. 2, ✉ 21 xyxy=(896,1196,1088,1212)
gutter-fragment: ✉ 22 xyxy=(4,1114,36,1130)
directory-entry: Gubien, H., Maschinist, Sternstr. 89, H. 2 xyxy=(1235,1879,1499,1895)
directory-entry: Gubitz, Adolf, Maurer, Wandsbeckerchaussee 249, ✉ 23 xyxy=(1235,1944,1555,1975)
directory-entry: Grusdat, Jacob, Hausdiener, Volksdorferstrasse 36, ✉ 22 xyxy=(896,1570,1220,1601)
directory-entry: Grutz, Aug., Arbtr., Haynstr. 15, ✉ 20 xyxy=(1235,408,1472,423)
directory-entry: Grzesiak, G., Dreher, Voigtstr. 15, ✉ 31 xyxy=(1235,895,1482,910)
directory-entry: Gruschka, A., Telemannstr. 14, ✉ 31 xyxy=(896,1455,1126,1471)
directory-entry: Grundmann, S., Lilienstr. 8, ✉ 1 xyxy=(218,1449,420,1464)
gutter-fragment: 19, Ge- xyxy=(4,526,52,542)
directory-entry: Grunel, Friedrich Wilhelm, Ingenieur, BCto: Deutsche B. Fil. Hbg., ✉ El 2267 u. 3010, Zeughausmarkt 33/34, ✉ 3 xyxy=(218,1563,497,1610)
directory-entry: — F., Arbtr., Zeughausstr. 49, H. 3, ✉ 9 xyxy=(557,1718,804,1734)
directory-entry: — Johs., Eisendr., Mittelstr. 53, H. 10, ✉ 26 xyxy=(557,743,832,759)
gutter-fragment: Geschäftsf.: xyxy=(4,1849,81,1865)
directory-entry: — R., Arbtr., Hansdorferstr. 10, ✉ 22 xyxy=(896,1913,1129,1929)
directory-entry: Grupinski, M., Ob.-Postsekr., PSch: 50160, Marienthalerstrasse 93, ✉ 23 xyxy=(896,1213,1166,1244)
directory-entry: — Gschwendtner & Ulmer, siehe Werkstätten für Friedhofskunst Gschwendtner & Ulmer xyxy=(1235,1298,1551,1329)
directory-entry: ⊙ Max Grunert, IR, Handelsvertr., BCto: C.- u. P.-B., Dep.-Kasse Eppend., PSch: 42844, ✉ No 7533, Heidestr. 5 xyxy=(557,775,875,823)
directory-entry: — Carl, Arbtr., Grevenweg 39, H. 4, ✉ 35 xyxy=(218,1497,479,1513)
directory-entry: — O., Dachdecker, Westgrenze 1, ✉ 31 xyxy=(218,1905,463,1920)
directory-entry: Grunow Wwe. A., Ditmar Koel-Str. 7 xyxy=(557,1264,786,1280)
directory-entry: Guber, Ed., Kaufm., Marcusstr. 70, ✉ 3 xyxy=(1235,1846,1482,1862)
gutter-fragment: I. Freiherr xyxy=(4,1555,66,1571)
gutter-fragment: 99, ✉ 37 xyxy=(4,1629,61,1644)
directory-entry: — G., Lagerhltr., Wiesenstr. 46, ✉ 19 xyxy=(557,971,790,987)
gutter-fragment: u. Herm xyxy=(4,1041,57,1056)
directory-entry: — Aug., Arbtr. Martin Luther-Str. 7, ✉ 11 xyxy=(557,1637,818,1652)
directory-entry: ⊙ Grunicke & Feldvoss, IR, Vertretungen, Holstenplatz 4, ✉ 36, Inh: Karl F. Grunicke u. W. H. Feldvoss xyxy=(557,1118,882,1165)
directory-entry: Grzywacz Wwe. A., Sellllusstr. 10, ✉ 31 xyxy=(1235,1186,1485,1201)
directory-entry: Gubernatis, J., Zig.-Fabr., Wiesenstr. 31, H. xyxy=(1235,1863,1507,1878)
gutter-fragment: IR, ✉ Ha xyxy=(4,992,58,1007)
punch-hole-mark xyxy=(1562,1310,1580,1328)
gutter-fragment: Geschäftsf.: xyxy=(4,1996,81,2012)
directory-entry: — F., Makler, Langereihe 41, ✉ 5 xyxy=(557,1410,767,1425)
directory-entry: — Rudolf, Bildhauer, Hansdorferstr. 9 xyxy=(557,2015,796,2031)
directory-entry: — Wwe. F., Falkenried 79, ✉ 30 xyxy=(557,955,757,970)
directory-entry: — J., Tischler, Tonndorferstr. 10, ✉ 22 xyxy=(1235,1057,1474,1072)
directory-entry: Grunnenberg Wwe. M., Hessenstr. 30, ✉ 15 xyxy=(557,1248,835,1263)
directory-entry: — W., Straßb.-Schaffn., Wikingerweg 6 xyxy=(557,873,804,889)
gutter-fragment: rgerstr. 21, xyxy=(4,1016,76,1032)
